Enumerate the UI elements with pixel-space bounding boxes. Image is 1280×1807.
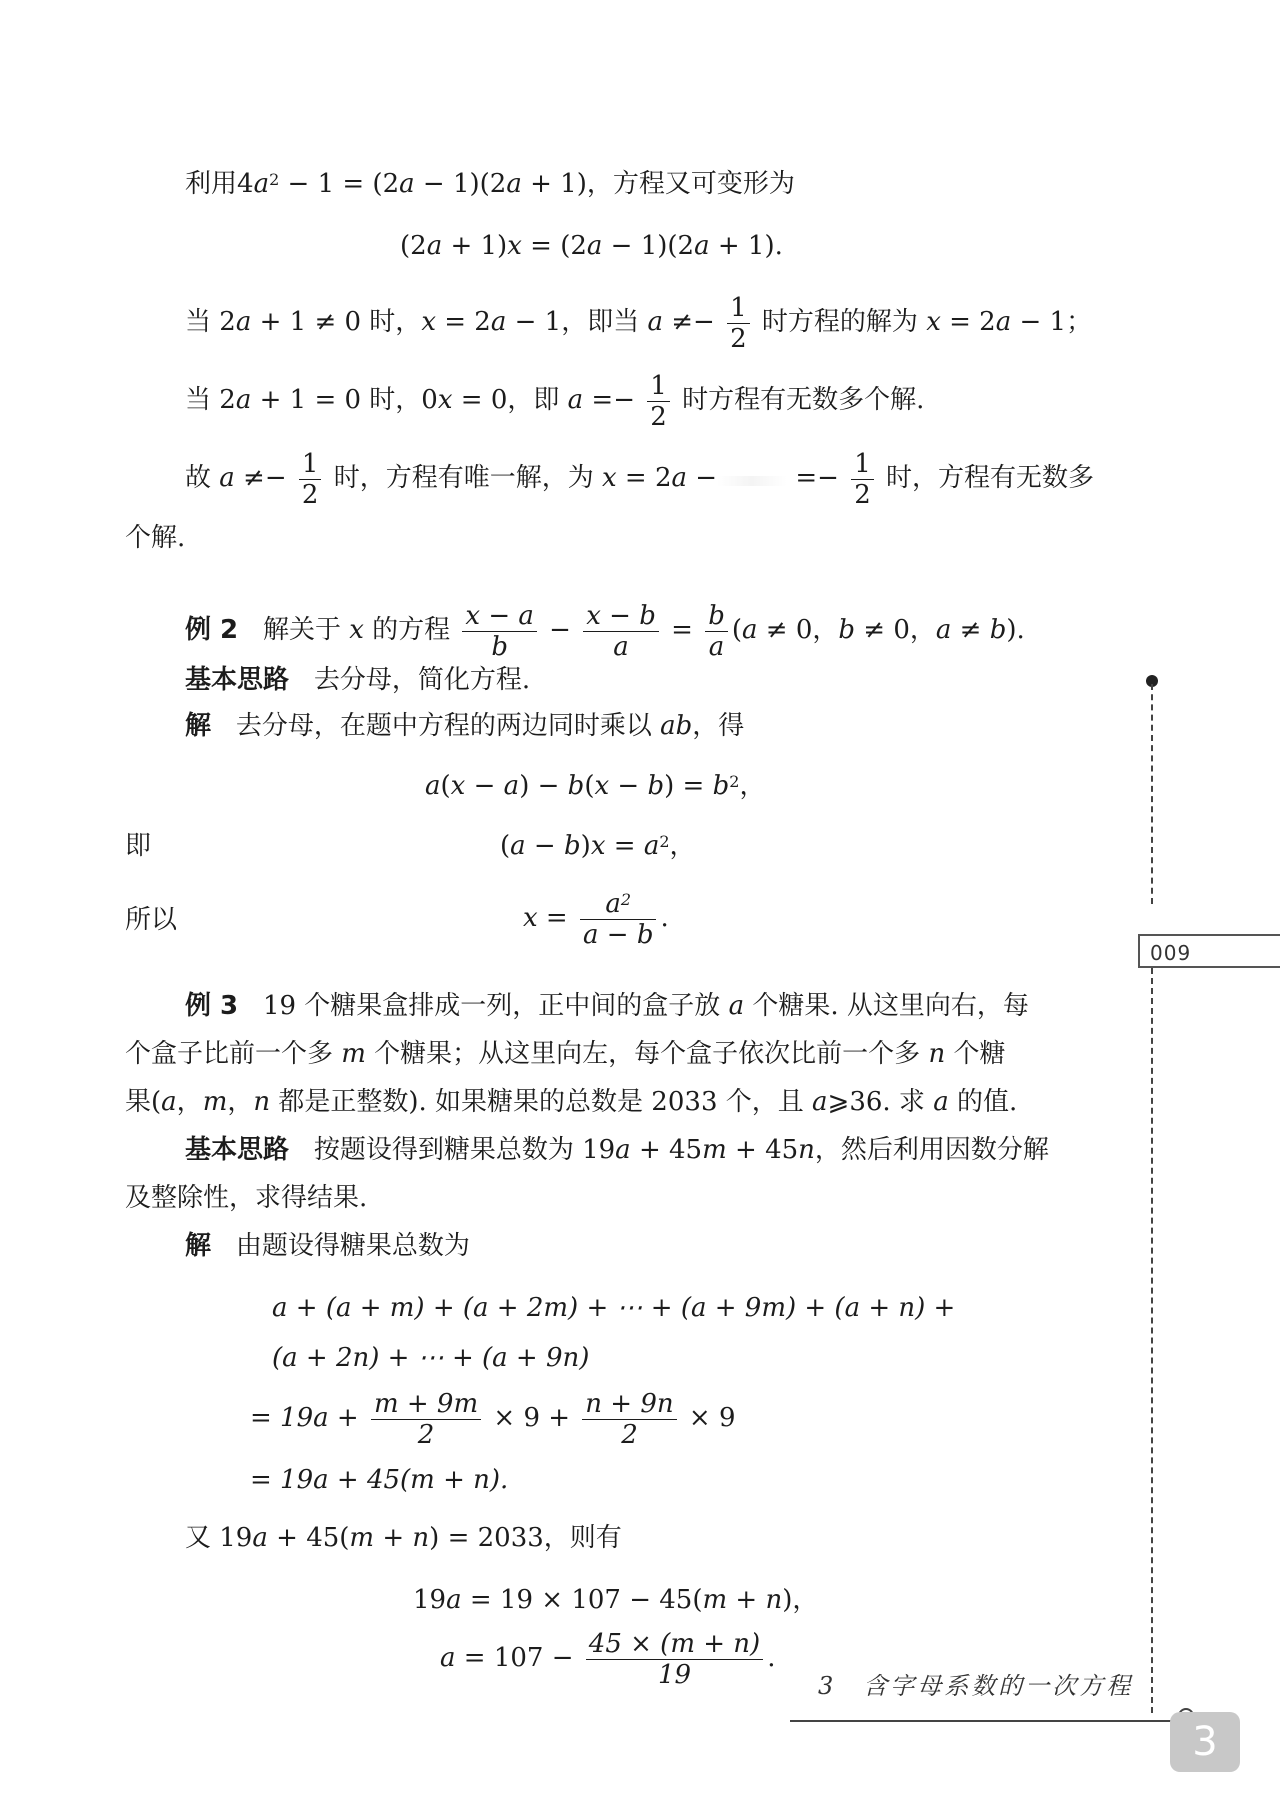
example-3-statement-line-1: 例 3 19 个糖果盒排成一列，正中间的盒子放 a 个糖果. 从这里向右，每	[185, 991, 1029, 1021]
running-footer-title: 3 含字母系数的一次方程	[818, 1672, 1134, 1700]
fraction: $\frac{x - a}{b}$	[462, 601, 536, 662]
fraction-half: $\frac{1}{2}$	[647, 371, 670, 432]
text-line-4: 当 2a + 1 = 0 时，0x = 0，即 a =− $\frac{1}{2}$ 时方程有无数多个解.	[185, 370, 925, 432]
margin-dashed-line	[1151, 684, 1153, 904]
text-line-6: 个解.	[125, 523, 186, 553]
equation-lead: 即	[125, 831, 152, 861]
equation: = 19a + $\frac{m + 9m}{2}$ × 9 + $\frac{n + 9n}{2}$ × 9	[250, 1388, 736, 1450]
solution-label: 解	[185, 1231, 212, 1261]
example-3-label: 例 3	[185, 991, 239, 1021]
example-2-solution: 解 去分母，在题中方程的两边同时乘以 ab，得	[185, 711, 745, 741]
fraction: $\frac{a^2}{a - b}$	[580, 889, 656, 950]
example-3-idea-line-2: 及整除性，求得结果.	[125, 1183, 368, 1213]
equation-line-2: (2a + 1)x = (2a − 1)(2a + 1).	[400, 231, 783, 261]
fraction: $\frac{x - b}{a}$	[583, 601, 659, 662]
example-3-solution: 解 由题设得糖果总数为	[185, 1231, 470, 1261]
fraction: $\frac{b}{a}$	[705, 601, 728, 662]
text-line-1: 利用$4a^2 - 1 = (2a - 1)(2a + 1)$，方程又可变形为	[185, 169, 795, 199]
example-2-label: 例 2	[185, 615, 239, 645]
equation: a + (a + m) + (a + 2m) + ⋯ + (a + 9m) + (a + n) +	[272, 1293, 956, 1323]
equation: 19a = 19 × 107 − 45(m + n)，	[413, 1585, 819, 1615]
equation: (a + 2n) + ⋯ + (a + 9n)	[272, 1343, 590, 1373]
solution-label: 解	[185, 711, 212, 741]
text-line: 又 19a + 45(m + n) = 2033，则有	[185, 1523, 622, 1553]
equation: $a(x - a) - b(x - b) = b^2$，	[425, 771, 766, 801]
smudge	[717, 476, 787, 486]
equation: a = 107 − $\frac{45 \times (m + n)}{19}$ .	[440, 1628, 776, 1690]
fraction: $\frac{n + 9n}{2}$	[582, 1389, 676, 1450]
example-3-statement-line-3: 果(a，m，n 都是正整数). 如果糖果的总数是 2033 个，且 a⩾36. 求 a 的值.	[125, 1087, 1018, 1117]
footer-rule	[790, 1720, 1180, 1722]
page-badge: 3	[1170, 1712, 1240, 1772]
example-2-idea: 基本思路 去分母，简化方程.	[185, 665, 531, 695]
equation: = 19a + 45(m + n).	[250, 1465, 509, 1495]
page-number-tab: 009	[1138, 934, 1280, 968]
text-line-5: 故 a ≠− $\frac{1}{2}$ 时，方程有唯一解，为 x = 2a − =− $\frac{1}{2}$ 时，方程有无数多	[185, 448, 1094, 510]
fraction-half: $\frac{1}{2}$	[851, 449, 874, 510]
example-2-statement: 例 2 解关于 x 的方程 $\frac{x - a}{b}$ − $\frac{x - b}{a}$ = $\frac{b}{a}$ (a ≠ 0，b ≠ 0，a ≠ b).	[185, 600, 1025, 662]
fraction: $\frac{m + 9m}{2}$	[371, 1389, 481, 1450]
fraction: $\frac{45 \times (m + n)}{19}$	[586, 1629, 763, 1690]
text-line-3: 当 2a + 1 ≠ 0 时，x = 2a − 1，即当 a ≠− $\frac{1}{2}$ 时方程的解为 x = 2a − 1；	[185, 292, 1093, 354]
idea-label: 基本思路	[185, 665, 290, 695]
fraction-half: $\frac{1}{2}$	[727, 293, 750, 354]
equation: x = $\frac{a^2}{a - b}$ .	[523, 888, 669, 950]
example-3-statement-line-2: 个盒子比前一个多 m 个糖果；从这里向左，每个盒子依次比前一个多 n 个糖	[125, 1039, 1006, 1069]
equation-lead: 所以	[125, 905, 178, 935]
fraction-half: $\frac{1}{2}$	[299, 449, 322, 510]
margin-dashed-line	[1151, 968, 1153, 1713]
example-3-idea: 基本思路 按题设得到糖果总数为 19a + 45m + 45n，然后利用因数分解	[185, 1135, 1049, 1165]
idea-label: 基本思路	[185, 1135, 290, 1165]
equation: $(a - b)x = a^2$，	[500, 831, 696, 861]
